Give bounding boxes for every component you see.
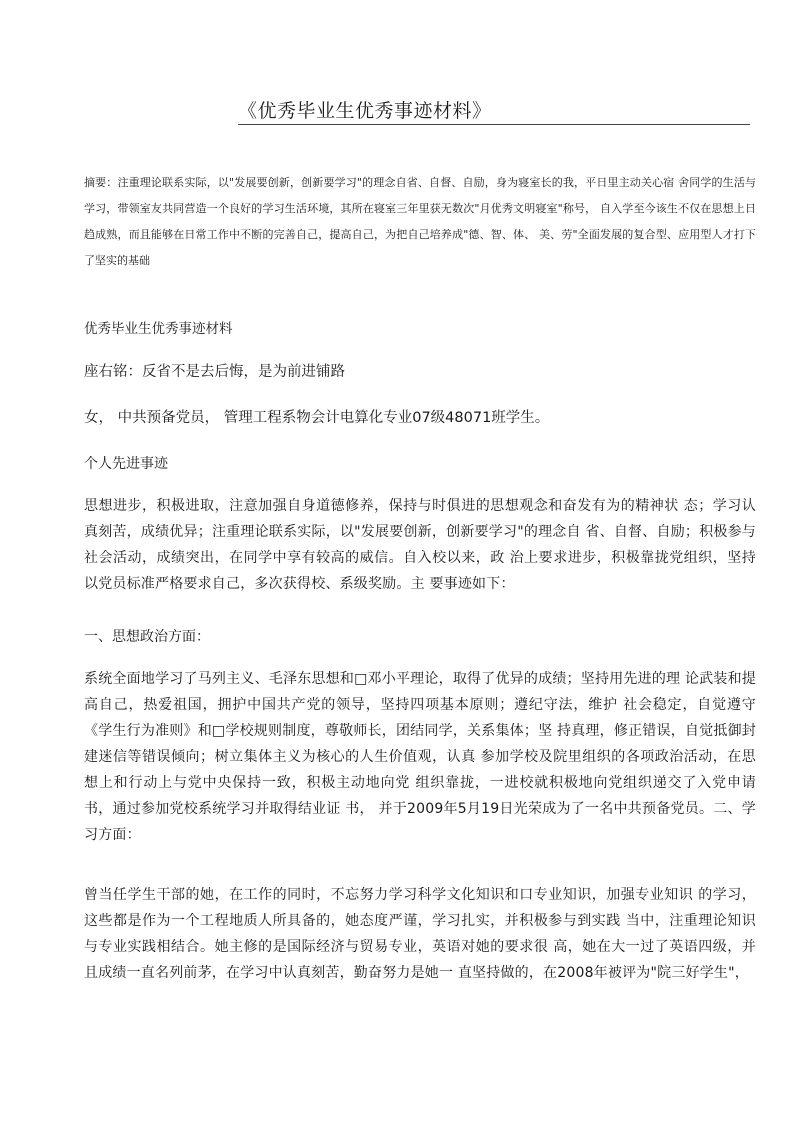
sub-title: 优秀毕业生优秀事迹材料 (84, 321, 233, 337)
identity-line: 女， 中共预备党员， 管理工程系物会计电算化专业07级48071班学生。 (84, 410, 550, 426)
abstract-paragraph: 摘要：注重理论联系实际，以"发展要创新，创新要学习"的理念自省、自督、自励，身为寝室长的我，平日里主动关心宿 舍同学的生活与学习，带领室友共同营造一个良好的学习生活环境，其所在寝室三年里获无数次"月优秀文明寝室"称号， 自入学至今该生不仅在思想上日趋成熟，而且能够在日常工作中不断的完善自己，提高自己，为把自己培养成"德、智、体、 美、劳"全面发展的复合型、应用型人才打下了坚实的基础 (84, 176, 756, 267)
pioneer-heading: 个人先进事迹 (84, 456, 168, 472)
document-title: 《优秀毕业生优秀事迹材料》 (238, 100, 492, 122)
body-paragraph-2: 系统全面地学习了马列主义、毛泽东思想和□邓小平理论，取得了优异的成绩；坚持用先进的理 论武装和提高自己，热爱祖国，拥护中国共产党的领导，坚持四项基本原则；遵纪守法，维护 社会稳定，自觉遵守《学生行为准则》和□学校规则制度，尊敬师长，团结同学，关系集体；坚 持真理，修正错误，自觉抵御封建迷信等错误倾向；树立集体主义为核心的人生价值观，认真 参加学校及院里组织的各项政治活动，在思想上和行动上与党中央保持一致，积极主动地向党 组织靠拢，一进校就积极地向党组织递交了入党申请书，通过参加党校系统学习并取得结业证 书， 并于2009年5月19日光荣成为了一名中共预备党员。二、学习方面： (84, 671, 756, 843)
section-heading-political: 一、思想政治方面： (84, 629, 210, 645)
body-paragraph-1: 思想进步，积极进取，注意加强自身道德修养，保持与时俱进的思想观念和奋发有为的精神状 态；学习认真刻苦，成绩优异；注重理论联系实际，以"发展要创新，创新要学习"的理念自 省、自督、自励；积极参与社会活动，成绩突出，在同学中享有较高的威信。自入校以来，政 治上要求进步，积极靠拢党组织，坚持以党员标准严格要求自己，多次获得校、系级奖励。主 要事迹如下： (84, 498, 756, 592)
motto-line: 座右铭：反省不是去后悔，是为前进铺路 (84, 364, 345, 380)
body-paragraph-3: 曾当任学生干部的她，在工作的同时，不忘努力学习科学文化知识和口专业知识，加强专业知识 的学习，这些都是作为一个工程地质人所具备的，她态度严谨，学习扎实，并积极参与到实践 当中，注重理论知识与专业实践相结合。她主修的是国际经济与贸易专业，英语对她的要求很 高，她在大一过了英语四级，并且成绩一直名列前茅，在学习中认真刻苦，勤奋努力是她一 直坚持做的，在2008年被评为"院三好学生"， (84, 887, 756, 981)
title-underline (238, 124, 750, 125)
